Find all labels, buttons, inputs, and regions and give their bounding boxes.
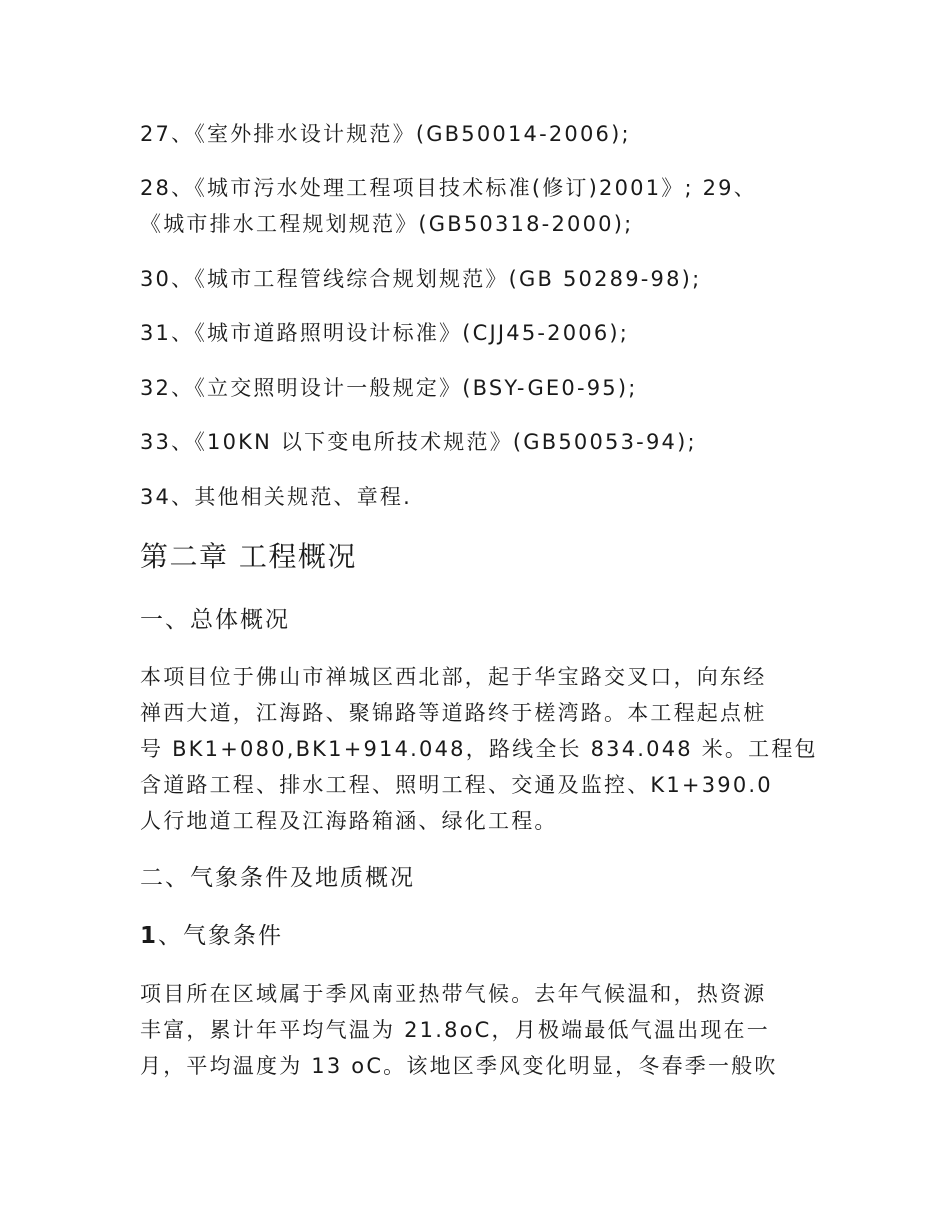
overview-paragraph-line: 人行地道工程及江海路箱涵、绿化工程。: [140, 809, 558, 833]
subsection-title-climate: [140, 920, 283, 952]
reference-item-27: 27、《室外排水设计规范》(GB50014-2006);: [140, 122, 631, 146]
reference-item-30: 30、《城市工程管线综合规划规范》(GB 50289-98);: [140, 267, 702, 291]
section-title-climate-geology: 二、气象条件及地质概况: [140, 865, 415, 891]
overview-paragraph-line: 含道路工程、排水工程、照明工程、交通及监控、K1+390.0: [140, 773, 773, 797]
chapter-title: 第二章 工程概况: [140, 540, 357, 573]
reference-item-28: 28、《城市污水处理工程项目技术标准(修订)2001》; 29、: [140, 176, 757, 200]
subsection-number: 1: [140, 923, 159, 949]
overview-paragraph-line: 本项目位于佛山市禅城区西北部，起于华宝路交叉口，向东经: [140, 665, 767, 689]
reference-item-31: 31、《城市道路照明设计标准》(CJJ45-2006);: [140, 321, 630, 345]
climate-paragraph-line: 月，平均温度为 13 oC。该地区季风变化明显，冬春季一般吹: [140, 1054, 778, 1078]
overview-paragraph-line: 禅西大道，江海路、聚锦路等道路终于槎湾路。本工程起点桩: [140, 701, 767, 725]
reference-item-32: 32、《立交照明设计一般规定》(BSY-GE0-95);: [140, 376, 638, 400]
climate-paragraph-line: 丰富，累计年平均气温为 21.8oC，月极端最低气温出现在一: [140, 1018, 770, 1042]
overview-paragraph-line: 号 BK1+080,BK1+914.048，路线全长 834.048 米。工程包: [140, 737, 818, 761]
reference-item-34: 34、其他相关规范、章程.: [140, 485, 412, 509]
section-title-overview: 一、总体概况: [140, 607, 290, 633]
reference-item-33: 33、《10KN 以下变电所技术规范》(GB50053-94);: [140, 430, 697, 454]
reference-item-29: 《城市排水工程规划规范》(GB50318-2000);: [140, 212, 634, 236]
climate-paragraph-line: 项目所在区域属于季风南亚热带气候。去年气候温和，热资源: [140, 982, 767, 1006]
subsection-title-text: 、气象条件: [158, 923, 284, 949]
